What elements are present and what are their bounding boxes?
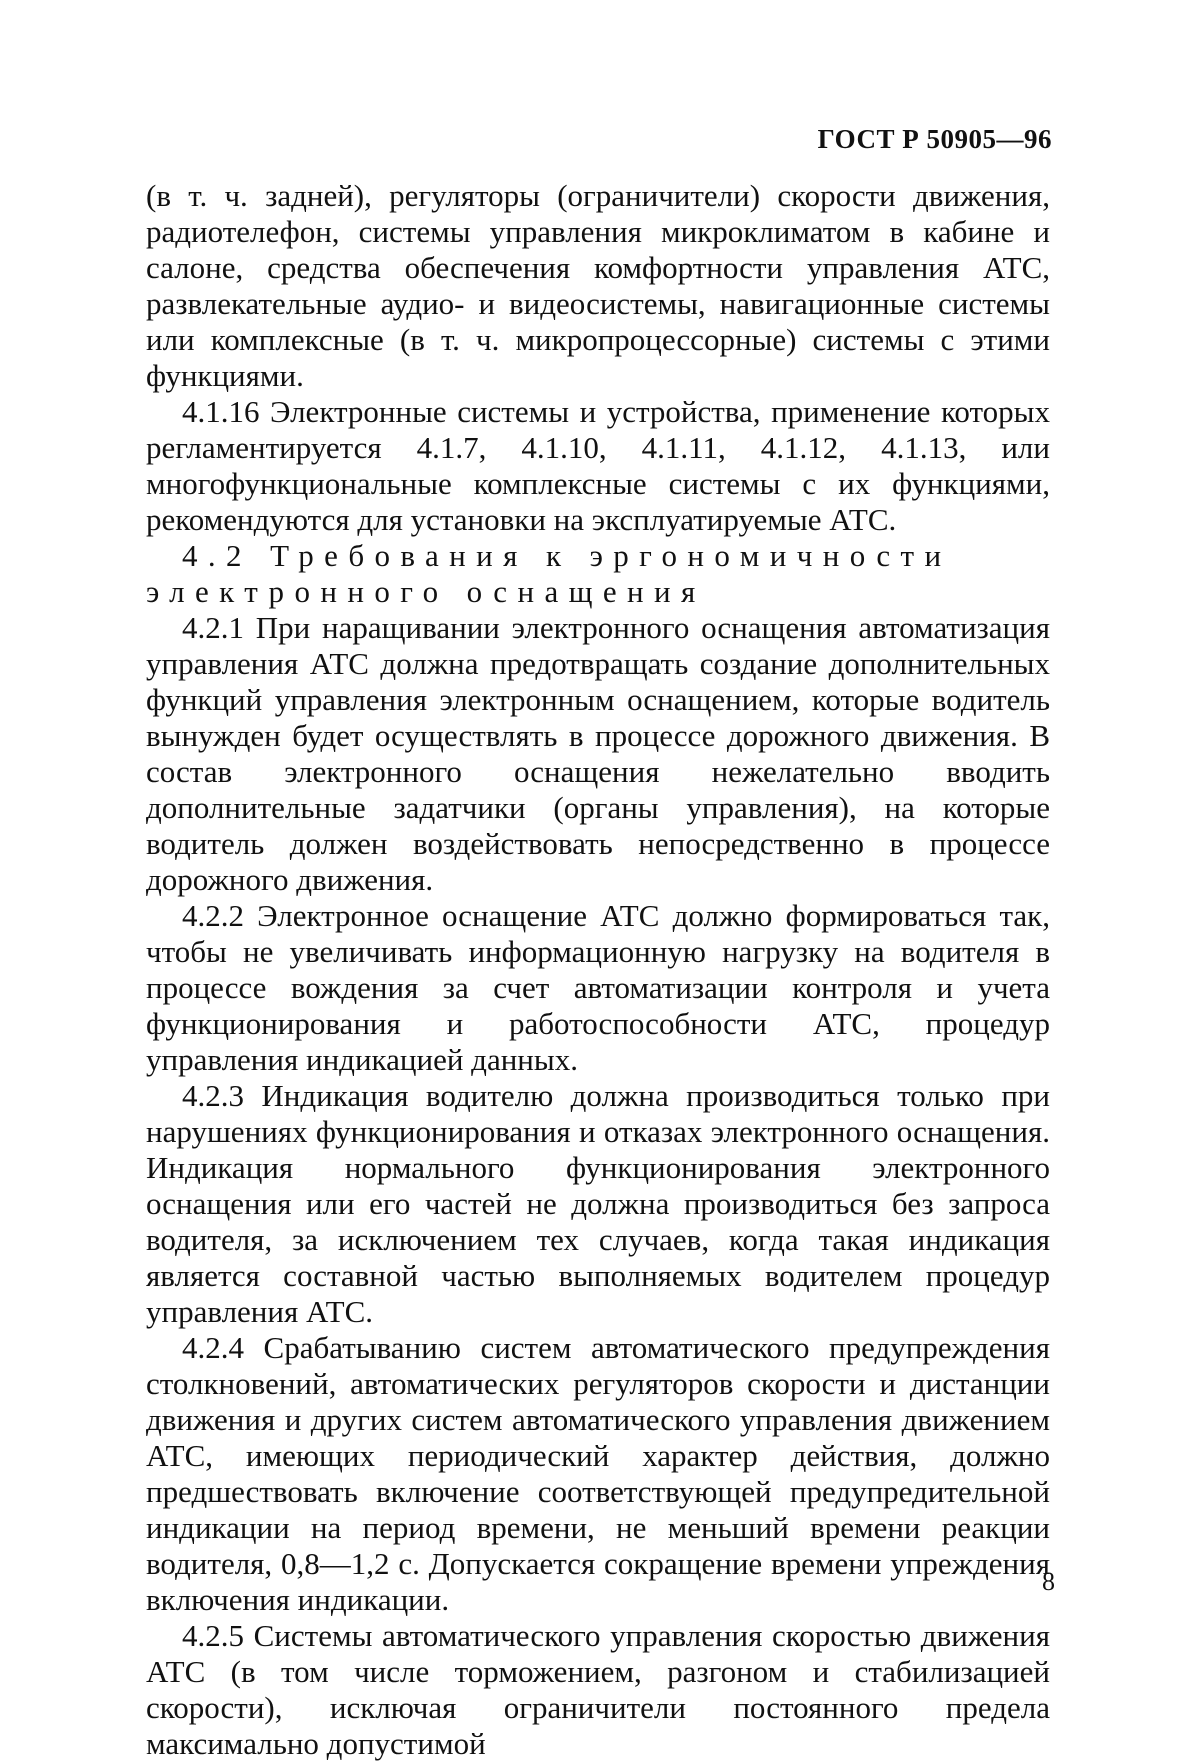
section-heading-4-2: 4.2 Требования к эргономичности электронного оснащения — [146, 538, 952, 609]
paragraph-4-2-5: 4.2.5 Системы автоматического управления скоростью движения АТС (в том числе торможением, разгоном и стабилизацией скорости), исключая ограничители постоянного предела максимально допустимой — [146, 1618, 1050, 1761]
paragraph-continuation: (в т. ч. задней), регуляторы (ограничители) скорости движения, радиотелефон, системы управления микроклиматом в кабине и салоне, средства обеспечения комфортности управления АТС, развлекательные аудио- и видеосистемы, навигационные системы или комплексные (в т. ч. микропроцессорные) системы с этими функциями. — [146, 178, 1050, 393]
document-body — [146, 178, 1050, 1762]
paragraph-4-2-4: 4.2.4 Срабатыванию систем автоматического предупреждения столкновений, автоматических регуляторов скорости и дистанции движения и других систем автоматического управления движением АТС, имеющих периодический характер действия, должно предшествовать включение соответствующей предупредительной индикации на период времени, не меньший времени реакции водителя, 0,8—1,2 с. Допускается сокращение времени упреждения включения индикации. — [146, 1330, 1050, 1617]
page-number: 8 — [1042, 1567, 1055, 1596]
paragraph-4-2-1: 4.2.1 При наращивании электронного оснащения автоматизация управления АТС должна предотвращать создание дополнительных функций управления электронным оснащением, которые водитель вынужден будет осуществлять в процессе дорожного движения. В состав электронного оснащения нежелательно вводить дополнительные задатчики (органы управления), на которые водитель должен воздействовать непосредственно в процессе дорожного движения. — [146, 610, 1050, 897]
standard-code-header: ГОСТ Р 50905—96 — [817, 124, 1052, 154]
paragraph-4-2-2: 4.2.2 Электронное оснащение АТС должно формироваться так, чтобы не увеличивать информационную нагрузку на водителя в процессе вождения за счет автоматизации контроля и учета функционирования и работоспособности АТС, процедур управления индикацией данных. — [146, 898, 1050, 1077]
paragraph-4-1-16: 4.1.16 Электронные системы и устройства, применение которых регламентируется 4.1.7, 4.1.10, 4.1.11, 4.1.12, 4.1.13, или многофункциональные комплексные системы с их функциями, рекомендуются для установки на эксплуатируемые АТС. — [146, 394, 1050, 537]
paragraph-4-2-3: 4.2.3 Индикация водителю должна производиться только при нарушениях функционирования и отказах электронного оснащения. Индикация нормального функционирования электронного оснащения или его частей не должна производиться без запроса водителя, за исключением тех случаев, когда такая индикация является составной частью выполняемых водителем процедур управления АТС. — [146, 1078, 1050, 1329]
